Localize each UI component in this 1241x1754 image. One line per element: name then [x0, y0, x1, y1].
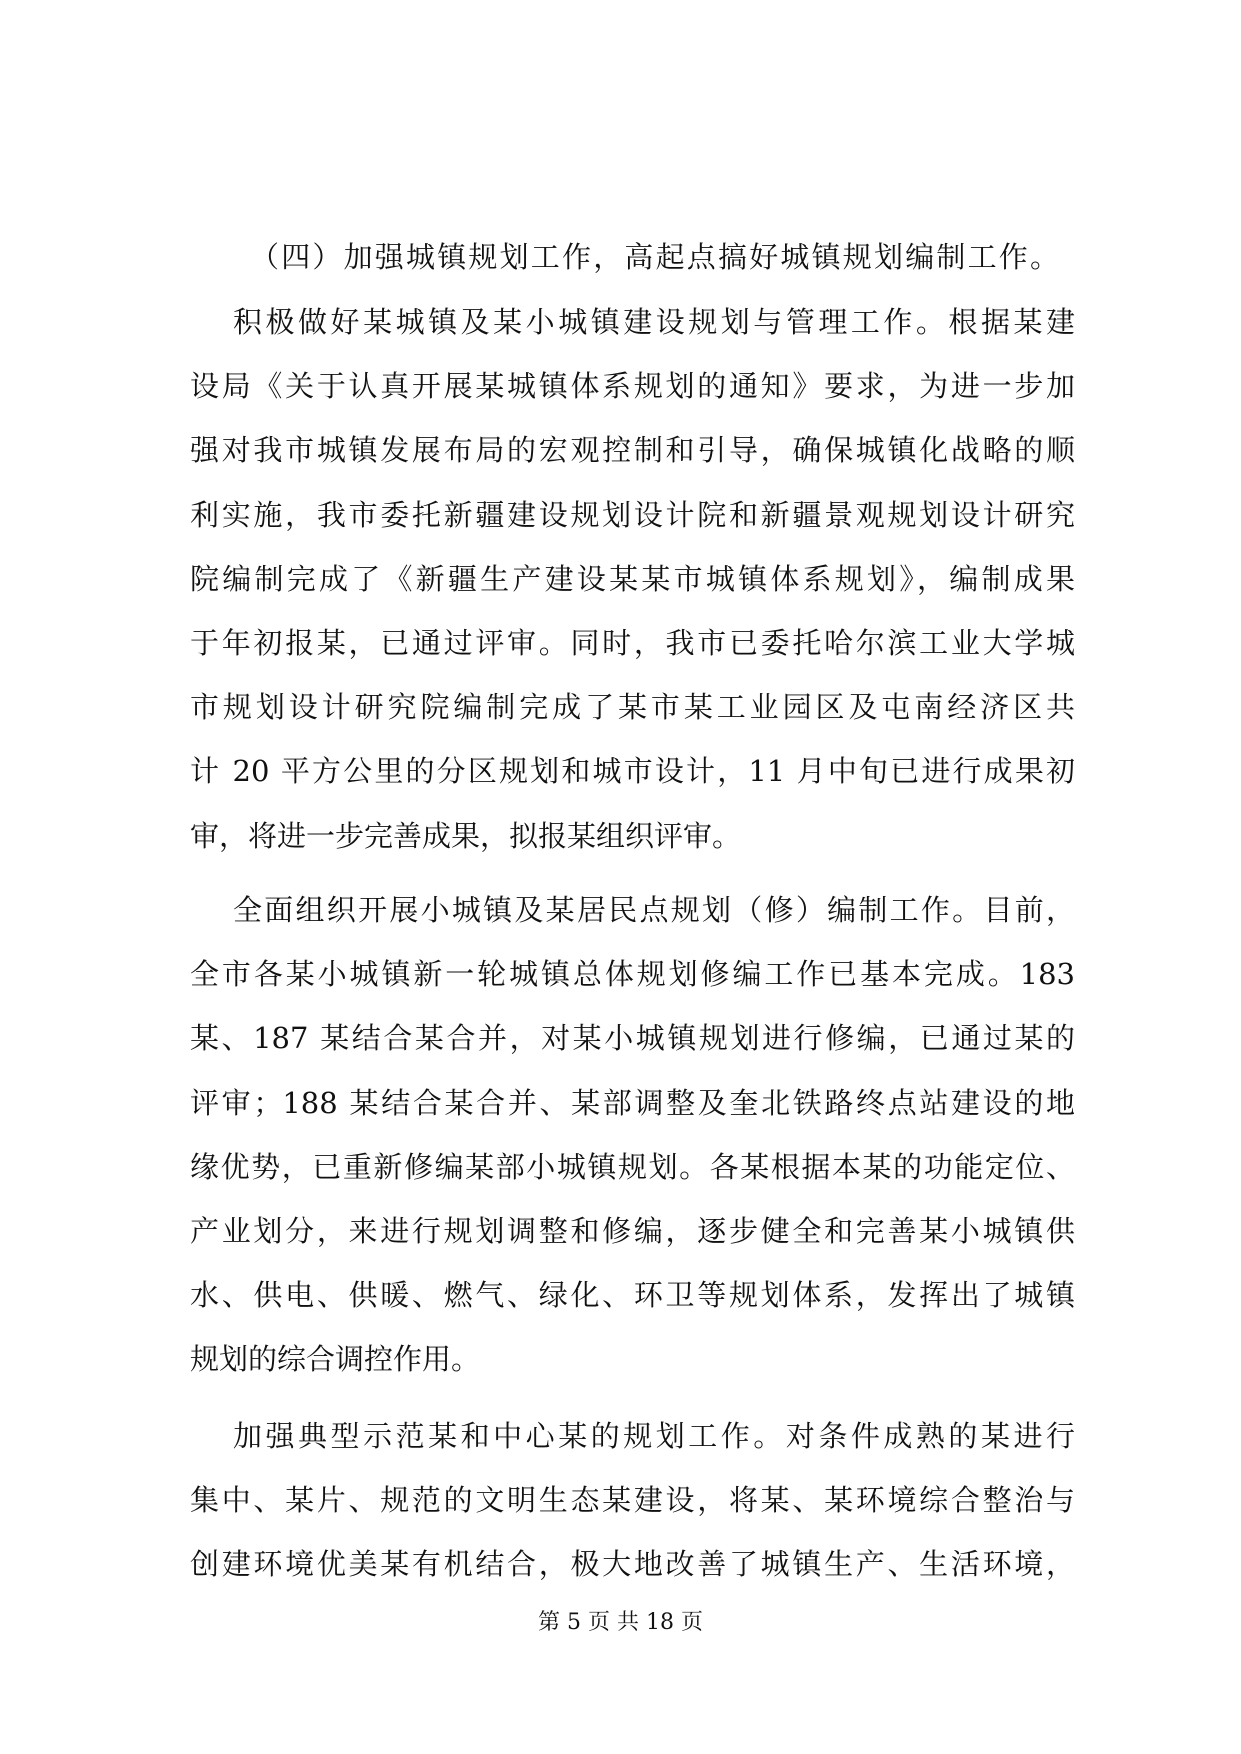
paragraph-line: 利实施，我市委托新疆建设规划设计院和新疆景观规划设计研究: [190, 497, 1075, 532]
section-heading: （四）加强城镇规划工作，高起点搞好城镇规划编制工作。: [250, 240, 1062, 274]
paragraph-line: 创建环境优美某有机结合，极大地改善了城镇生产、生活环境，: [190, 1547, 1075, 1582]
paragraph-line: 某、187 某结合某合并，对某小城镇规划进行修编，已通过某的: [190, 1021, 1075, 1056]
paragraph-line: 全面组织开展小城镇及某居民点规划（修）编制工作。目前，: [233, 893, 1075, 927]
paragraph-line: 审，将进一步完善成果，拟报某组织评审。: [190, 818, 742, 853]
paragraph-line: 全市各某小城镇新一轮城镇总体规划修编工作已基本完成。183: [190, 957, 1075, 992]
paragraph-line: 水、供电、供暖、燃气、绿化、环卫等规划体系，发挥出了城镇: [190, 1278, 1075, 1313]
paragraph-line: 设局《关于认真开展某城镇体系规划的通知》要求，为进一步加: [190, 369, 1075, 404]
paragraph-line: 于年初报某，已通过评审。同时，我市已委托哈尔滨工业大学城: [190, 626, 1075, 660]
paragraph-line: 产业划分，来进行规划调整和修编，逐步健全和完善某小城镇供: [190, 1214, 1075, 1248]
paragraph-line: 集中、某片、规范的文明生态某建设，将某、某环境综合整治与: [190, 1483, 1075, 1518]
page-number-footer: 第 5 页 共 18 页: [538, 1610, 703, 1635]
paragraph-line: 评审；188 某结合某合并、某部调整及奎北铁路终点站建设的地: [190, 1085, 1075, 1120]
paragraph-line: 院编制完成了《新疆生产建设某某市城镇体系规划》，编制成果: [190, 561, 1075, 596]
paragraph-line: 规划的综合调控作用。: [190, 1342, 481, 1377]
paragraph-line: 积极做好某城镇及某小城镇建设规划与管理工作。根据某建: [233, 305, 1075, 339]
paragraph-line: 缘优势，已重新修编某部小城镇规划。各某根据本某的功能定位、: [190, 1149, 1075, 1184]
paragraph-line: 市规划设计研究院编制完成了某市某工业园区及屯南经济区共: [190, 690, 1075, 725]
paragraph-line: 加强典型示范某和中心某的规划工作。对条件成熟的某进行: [233, 1419, 1075, 1453]
paragraph-line: 强对我市城镇发展布局的宏观控制和引导，确保城镇化战略的顺: [190, 433, 1075, 468]
paragraph-line: 计 20 平方公里的分区规划和城市设计，11 月中旬已进行成果初: [190, 754, 1075, 789]
